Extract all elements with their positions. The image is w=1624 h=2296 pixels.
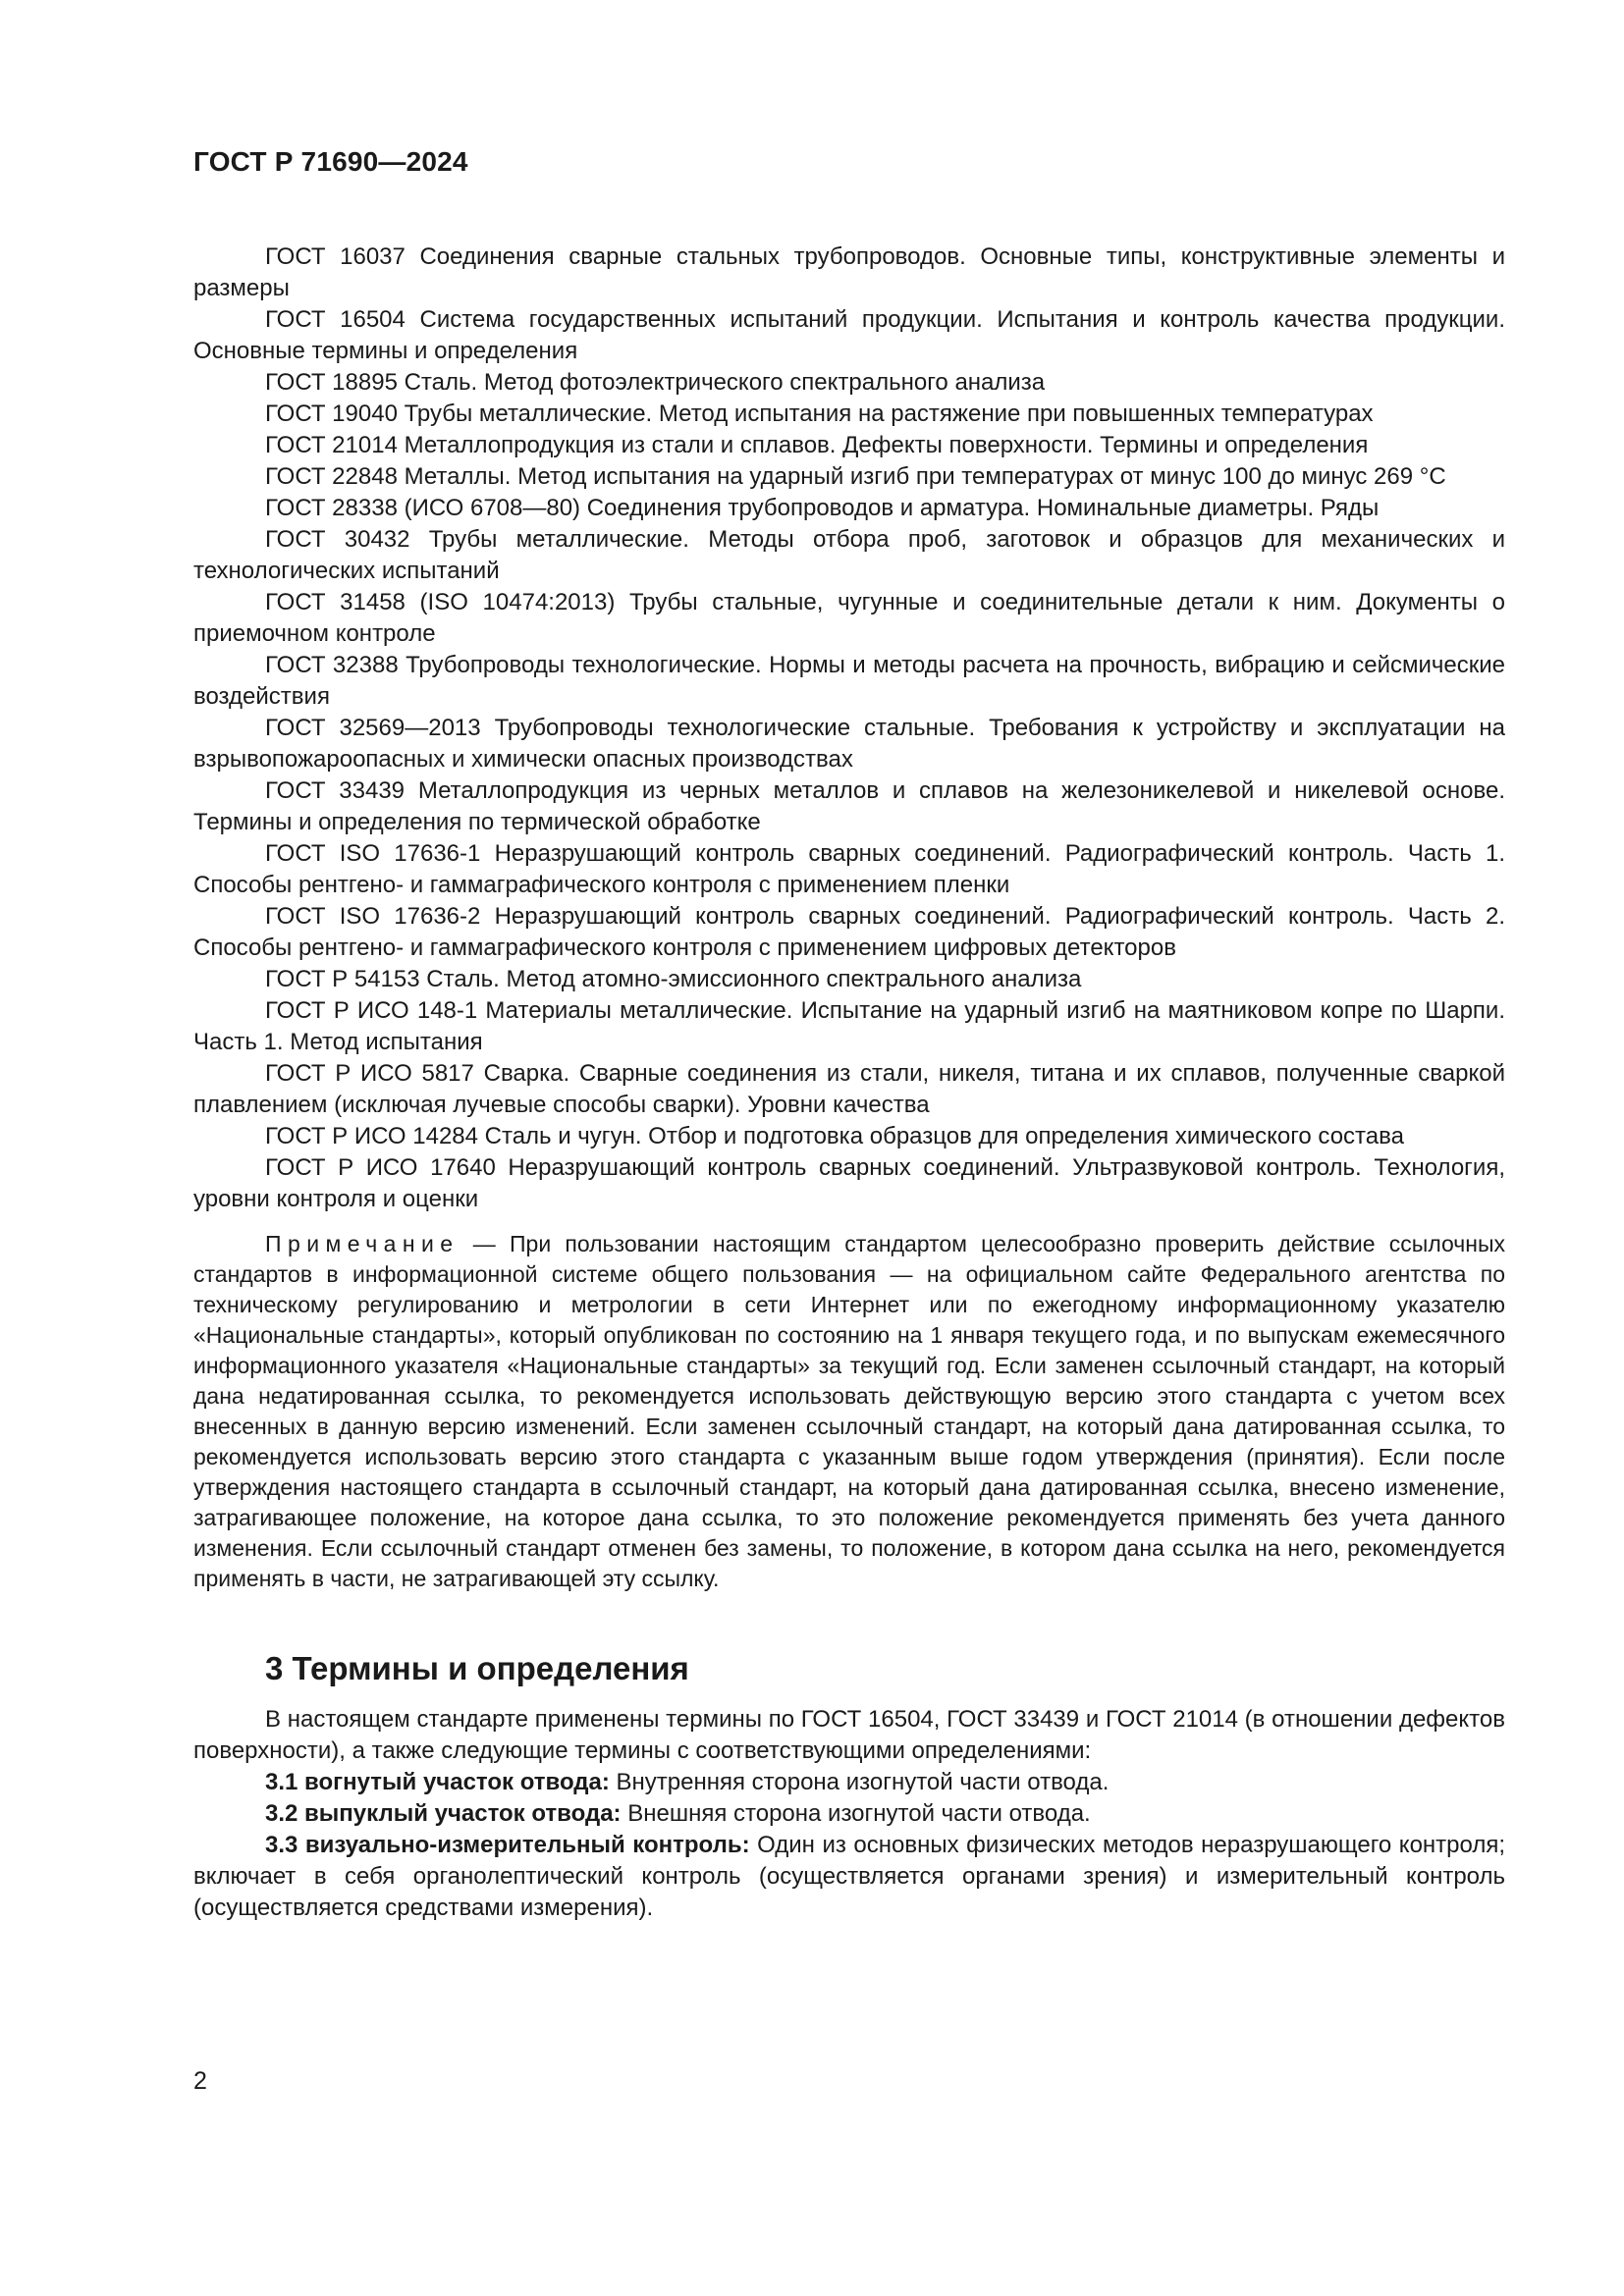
page-content: [193, 145, 1505, 1924]
note-text: — При пользовании настоящим стандартом целесообразно проверить действие ссылочных стандартов в информационной системе общего пользования — на официальном сайте Федерального агентства по техническому регулированию и метрологии в сети Интернет или по ежегодному информационному указателю «Национальные стандарты», который опубликован по состоянию на 1 января текущего года, и по выпускам ежемесячного информационного указателя «Национальные стандарты» за текущий год. Если заменен ссылочный стандарт, на который дана недатированная ссылка, то рекомендуется использовать действующую версию этого стандарта с учетом всех внесенных в данную версию изменений. Если заменен ссылочный стандарт, на который дана датированная ссылка, то рекомендуется использовать версию этого стандарта с указанным выше годом утверждения (принятия). Если после утверждения настоящего стандарта в ссылочный стандарт, на который дана датированная ссылка, внесено изменение, затрагивающее положение, на которое дана ссылка, то это положение рекомендуется применять без учета данного изменения. Если ссылочный стандарт отменен без замены, то положение, в котором дана ссылка на него, рекомендуется применять в части, не затрагивающей эту ссылку.: [193, 1231, 1505, 1591]
term-name: визуально-измерительный контроль:: [304, 1832, 750, 1858]
term-name: выпуклый участок отвода:: [304, 1800, 622, 1827]
note-label: Примечание: [265, 1231, 460, 1256]
reference-item: ГОСТ Р ИСО 5817 Сварка. Сварные соединения из стали, никеля, титана и их сплавов, полученные сваркой плавлением (исключая лучевые способы сварки). Уровни качества: [193, 1060, 1505, 1118]
reference-item: ГОСТ 31458 (ISO 10474:2013) Трубы стальные, чугунные и соединительные детали к ним. Документы о приемочном контроле: [193, 589, 1505, 647]
references-list: [193, 241, 1505, 1215]
term-definition: Один из основных физических методов неразрушающего контроля; включает в себя органолептический контроль (осуществляется органами зрения) и измерительный контроль (осуществляется средствами измерения).: [193, 1832, 1506, 1921]
term-number: 3.3: [265, 1832, 298, 1858]
reference-item: ГОСТ 19040 Трубы металлические. Метод испытания на растяжение при повышенных температурах: [265, 400, 1374, 427]
term-item-3-3: [193, 1830, 1505, 1924]
section-heading: 3 Термины и определения: [265, 1650, 689, 1686]
reference-item: ГОСТ ISO 17636-1 Неразрушающий контроль сварных соединений. Радиографический контроль. Часть 1. Способы рентгено- и гаммаграфического контроля с применением пленки: [193, 840, 1505, 898]
page-title: ГОСТ Р 71690—2024: [193, 146, 468, 177]
section-intro: В настоящем стандарте применены термины по ГОСТ 16504, ГОСТ 33439 и ГОСТ 21014 (в отношении дефектов поверхности), а также следующие термины с соответствующими определениями:: [193, 1706, 1505, 1764]
reference-item: ГОСТ 30432 Трубы металлические. Методы отбора проб, заготовок и образцов для механических и технологических испытаний: [193, 526, 1505, 584]
term-item-3-2: [193, 1798, 1505, 1830]
reference-item: ГОСТ 18895 Сталь. Метод фотоэлектрического спектрального анализа: [265, 369, 1046, 396]
term-item-3-1: [193, 1767, 1505, 1798]
page-number: 2: [193, 2067, 207, 2095]
term-name: вогнутый участок отвода:: [304, 1769, 610, 1795]
term-definition: Внутренняя сторона изогнутой части отвода.: [616, 1769, 1110, 1795]
reference-item: ГОСТ 33439 Металлопродукция из черных металлов и сплавов на железоникелевой и никелевой основе. Термины и определения по термической обработке: [193, 777, 1505, 835]
reference-item: ГОСТ Р 54153 Сталь. Метод атомно-эмиссионного спектрального анализа: [265, 966, 1082, 992]
reference-item: ГОСТ Р ИСО 148-1 Материалы металлические. Испытание на ударный изгиб на маятниковом копре по Шарпи. Часть 1. Метод испытания: [193, 997, 1505, 1055]
term-number: 3.2: [265, 1800, 298, 1827]
reference-item: ГОСТ 32388 Трубопроводы технологические. Нормы и методы расчета на прочность, вибрацию и сейсмические воздействия: [193, 652, 1505, 710]
reference-item: ГОСТ Р ИСО 14284 Сталь и чугун. Отбор и подготовка образцов для определения химического состава: [265, 1123, 1404, 1149]
note-paragraph: [193, 1229, 1505, 1594]
reference-item: ГОСТ Р ИСО 17640 Неразрушающий контроль сварных соединений. Ультразвуковой контроль. Технология, уровни контроля и оценки: [193, 1154, 1505, 1212]
reference-item: ГОСТ 16037 Соединения сварные стальных трубопроводов. Основные типы, конструктивные элементы и размеры: [193, 243, 1505, 301]
reference-item: ГОСТ ISO 17636-2 Неразрушающий контроль сварных соединений. Радиографический контроль. Часть 2. Способы рентгено- и гаммаграфического контроля с применением цифровых детекторов: [193, 903, 1505, 961]
reference-item: ГОСТ 22848 Металлы. Метод испытания на ударный изгиб при температурах от минус 100 до минус 269 °С: [265, 463, 1446, 490]
reference-item: ГОСТ 21014 Металлопродукция из стали и сплавов. Дефекты поверхности. Термины и определения: [265, 432, 1369, 458]
term-definition: Внешняя сторона изогнутой части отвода.: [627, 1800, 1091, 1827]
term-number: 3.1: [265, 1769, 298, 1795]
reference-item: ГОСТ 32569—2013 Трубопроводы технологические стальные. Требования к устройству и эксплуатации на взрывопожароопасных и химически опасных производствах: [193, 715, 1505, 773]
reference-item: ГОСТ 28338 (ИСО 6708—80) Соединения трубопроводов и арматура. Номинальные диаметры. Ряды: [265, 495, 1380, 521]
reference-item: ГОСТ 16504 Система государственных испытаний продукции. Испытания и контроль качества продукции. Основные термины и определения: [193, 306, 1505, 364]
